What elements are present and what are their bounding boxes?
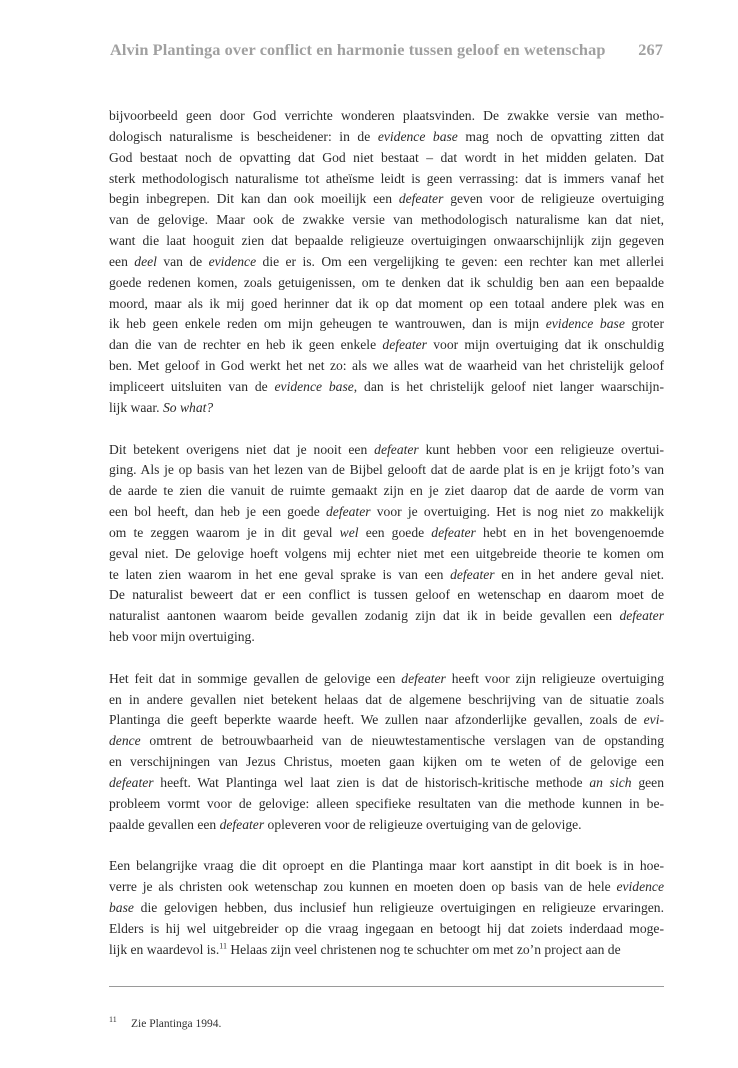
italic-term: defeater: [398, 191, 444, 207]
text-line: [109, 106, 664, 127]
text-segment: ging. Als je op basis van het lezen van de Bijbel gelooft dat de aarde plat is en je krijgt foto’s van: [109, 462, 664, 478]
footnote-text: Zie Plantinga 1994.: [131, 1018, 222, 1030]
italic-term: defeater: [374, 441, 419, 457]
text-line: [109, 627, 664, 648]
italic-term: defeater: [401, 670, 446, 686]
italic-term: wel: [339, 524, 359, 540]
text-line: [109, 398, 664, 419]
text-line: [109, 273, 664, 294]
text-segment: die er is. Om een vergelijking te geven: een rechter kan met allerlei: [256, 253, 665, 269]
text-line: [109, 565, 664, 586]
paragraph: [109, 106, 664, 419]
text-segment: geval niet. De gelovige hoeft volgens mij echter niet met een uitgebreide theorie te komen om: [109, 545, 664, 561]
text-line: [109, 356, 664, 377]
text-segment: om te zeggen waarom je in dit geval: [109, 524, 340, 540]
body-text: [109, 106, 664, 981]
italic-term: evidence base: [377, 128, 458, 144]
text-segment: probleem vormt voor de gelovige: alleen specifieke resultaten van die methode kunnen in be-: [109, 795, 664, 811]
italic-term: base: [109, 900, 134, 916]
text-segment: heb voor mijn overtuiging.: [109, 629, 255, 645]
text-line: [109, 523, 664, 544]
paragraph: [109, 669, 664, 836]
paragraph: [109, 856, 664, 960]
text-segment: lijk en waardevol is.: [109, 941, 220, 957]
footnote-reference: 11: [219, 941, 227, 951]
text-segment: ben. Met geloof in God werkt het net zo: als we alles wat de waarheid van het christelijk geloof: [109, 358, 664, 374]
text-segment: van de: [156, 253, 209, 269]
text-segment: een bol heeft, dan heb je een goede: [109, 504, 326, 520]
text-line: [109, 690, 664, 711]
footnote: [109, 1015, 664, 1030]
text-segment: die gelovigen hebben, dus inclusief hun religieuze overtuigingen en religieuze ervaringen.: [133, 900, 664, 916]
text-line: [109, 440, 664, 461]
text-line: [109, 231, 664, 252]
text-line: [109, 335, 664, 356]
text-segment: en in andere gevallen niet betekent helaas dat de algemene beschrijving van de situatie zoals: [109, 691, 664, 707]
text-line: [109, 940, 664, 961]
text-segment: mag noch de opvatting zitten dat: [457, 128, 664, 144]
page-number: 267: [638, 40, 663, 59]
text-segment: van de gelovige. Maar ook de zwakke versie van methodologisch naturalisme kan dat niet,: [109, 212, 664, 228]
text-line: [109, 606, 664, 627]
text-segment: dologisch naturalisme is bescheidener: in de: [109, 128, 378, 144]
text-segment: en verschijningen van Jezus Christus, moeten gaan kijken om te weten of de gelovige een: [109, 754, 664, 770]
text-line: [109, 210, 664, 231]
text-line: [109, 294, 664, 315]
running-header-title: Alvin Plantinga over conflict en harmonie tussen geloof en wetenschap: [110, 40, 606, 59]
text-segment: moord, maar als ik mij goed herinner dat ik op dat moment op een totaal andere plek was en: [109, 295, 664, 311]
italic-term: defeater: [382, 337, 427, 353]
italic-term: defeater: [219, 816, 265, 832]
text-segment: te laten zien waarom in het ene geval sprake is van een: [109, 566, 451, 582]
text-line: [109, 148, 664, 169]
footnote-number: 11: [109, 1015, 117, 1024]
text-segment: impliceert uitsluiten van de: [109, 378, 275, 394]
text-segment: hebt en in het bovengenoemde: [475, 524, 664, 540]
text-line: [109, 794, 664, 815]
text-line: [109, 919, 664, 940]
text-segment: omtrent de betrouwbaarheid van de nieuwtestamentische verslagen van de opstanding: [140, 733, 664, 749]
text-line: [109, 252, 664, 273]
italic-term: evi-: [643, 712, 664, 728]
italic-term: defeater: [109, 775, 154, 790]
text-line: [109, 585, 664, 606]
italic-term: defeater: [450, 566, 495, 582]
text-line: [109, 731, 664, 752]
text-segment: begin inbegrepen. Dit kan dan ook moeilijk een: [109, 191, 399, 207]
text-segment: voor mijn overtuiging dat ik onschuldig: [426, 337, 664, 353]
text-line: [109, 815, 664, 836]
text-segment: groter: [624, 316, 664, 332]
text-line: [109, 898, 664, 919]
paragraph: [109, 440, 664, 648]
text-line: [109, 189, 664, 210]
italic-term: evidence base: [274, 378, 354, 394]
italic-term: deel: [134, 253, 157, 269]
text-segment: opleveren voor de religieuze overtuiging van de gelovige.: [264, 816, 582, 832]
text-line: [109, 127, 664, 148]
text-line: [109, 752, 664, 773]
text-segment: verre je als christen ook wetenschap zou kunnen en moeten doen op basis van de hele: [109, 879, 617, 895]
text-segment: Het feit dat in sommige gevallen de gelovige een: [109, 670, 402, 686]
italic-term: defeater: [325, 504, 371, 520]
text-line: [109, 856, 664, 877]
text-segment: God bestaat noch de opvatting dat God niet bestaat – dat wordt in het midden gelaten. Dat: [109, 149, 664, 165]
italic-term: an sich: [589, 775, 632, 790]
text-segment: sterk methodologisch naturalisme tot atheïsme leidt is geen verrassing: dat is immers vanaf het: [109, 170, 664, 186]
text-segment: kunt hebben voor een religieuze overtui-: [418, 441, 665, 457]
text-segment: De naturalist beweert dat er een conflict is tussen geloof en wetenschap en daarom moet de: [109, 587, 664, 603]
text-line: [109, 314, 664, 335]
text-segment: geven voor de religieuze overtuiging: [443, 191, 664, 207]
text-segment: naturalist aantonen waarom beide gevallen zodanig zijn dat ik in beide gevallen een: [109, 608, 620, 624]
text-segment: heeft voor zijn religieuze overtuiging: [445, 670, 665, 686]
text-segment: Helaas zijn veel christenen nog te schuchter om met zo’n project aan de: [226, 941, 621, 957]
text-segment: heeft. Wat Plantinga wel laat zien is dat de historisch-kritische methode: [153, 775, 590, 790]
text-segment: Plantinga die geeft beperkte waarde heeft. We zullen naar afzonderlijke gevallen, zoals de: [109, 712, 644, 728]
text-line: [109, 710, 664, 731]
text-line: [109, 773, 664, 794]
text-line: [109, 544, 664, 565]
text-line: [109, 169, 664, 190]
text-line: [109, 502, 664, 523]
text-segment: Elders is hij wel uitgebreider op die vraag ingegaan en betoogt hij dat zoiets inderdaad moge-: [109, 920, 664, 936]
italic-term: So what?: [162, 399, 214, 415]
text-segment: een goede: [358, 524, 432, 540]
text-line: [109, 669, 664, 690]
italic-term: evidence: [208, 253, 257, 269]
text-segment: lijk waar.: [109, 399, 163, 415]
text-segment: dan die van de rechter en heb ik geen enkele: [109, 337, 383, 353]
text-segment: Een belangrijke vraag die dit oproept en die Plantinga maar kort aanstipt in dit boek is in hoe-: [109, 858, 664, 874]
text-line: [109, 481, 664, 502]
italic-term: evidence base: [545, 316, 625, 332]
italic-term: defeater: [619, 608, 664, 624]
text-line: [109, 877, 664, 898]
text-segment: en in het andere geval niet.: [494, 566, 665, 582]
text-segment: voor je overtuiging. Het is nog niet zo makkelijk: [370, 504, 665, 520]
text-segment: goede redenen komen, zoals getuigenissen, om te denken dat ik schuldig ben aan een bepaalde: [109, 274, 664, 290]
footnote-divider: [109, 986, 664, 987]
text-line: [109, 460, 664, 481]
text-segment: paalde gevallen een: [109, 816, 220, 832]
text-segment: ik heb geen enkele reden om mijn geheugen te wantrouwen, dan is mijn: [109, 316, 546, 332]
italic-term: defeater: [431, 524, 476, 540]
text-segment: want die laat hooguit zien dat bepaalde religieuze overtuigingen onwaarschijnlijk zijn gegeven: [109, 233, 664, 249]
text-segment: Dit betekent overigens niet dat je nooit een: [109, 441, 375, 457]
text-segment: , dan is het christelijk geloof niet langer waarschijn-: [353, 378, 665, 394]
italic-term: dence: [109, 733, 141, 749]
text-segment: een: [109, 253, 135, 269]
text-segment: de aarde te zien die vanuit de ruimte gemaakt zijn en je ziet daarop dat de aarde de vorm van: [109, 483, 664, 499]
text-line: [109, 377, 664, 398]
text-segment: bijvoorbeeld geen door God verrichte wonderen plaatsvinden. De zwakke versie van metho-: [109, 108, 664, 123]
text-segment: geen: [631, 775, 665, 790]
italic-term: evidence: [616, 879, 664, 895]
running-header: [110, 40, 663, 60]
